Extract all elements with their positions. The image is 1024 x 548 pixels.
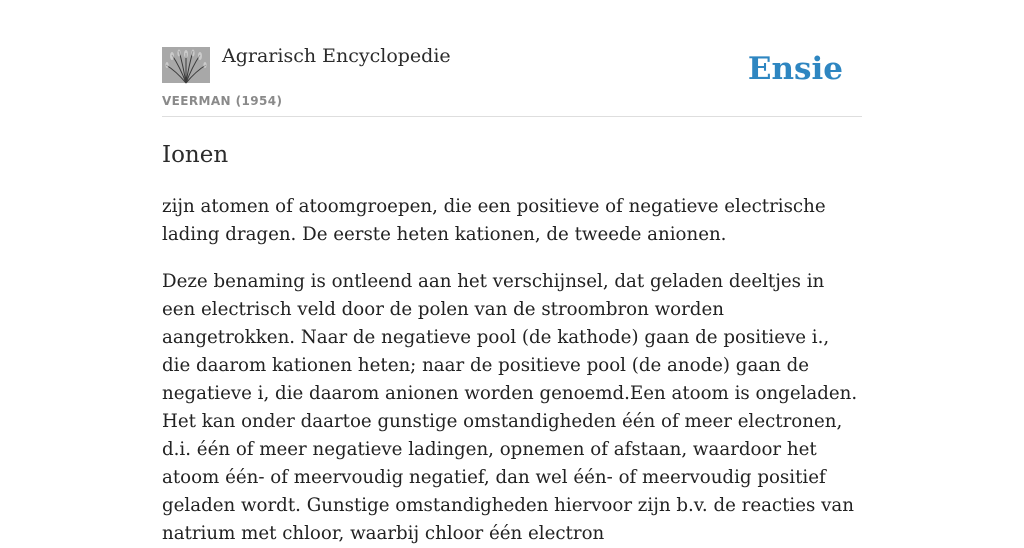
ensie-brand-link[interactable]: Ensie — [747, 51, 843, 87]
source-header — [162, 0, 862, 117]
article-paragraph: zijn atomen of atoomgroepen, die een positieve of negatieve electrische lading dragen. De eerste heten kationen, de tweede anionen. — [162, 196, 826, 245]
article-paragraph: Deze benaming is ontleend aan het verschijnsel, dat geladen deeltjes in een electrisch veld door de polen van de stroombron worden aangetrokken. Naar de negatieve pool (de kathode) gaan de positieve i., die daarom kationen heten; naar de positieve pool (de anode) gaan de negatieve i, die daarom anionen worden genoemd.Een atoom is ongeladen. Het kan onder daartoe gunstige omstandigheden één of meer electronen, d.i. één of meer negatieve ladingen, opnemen of afstaan, waardoor het atoom één- of meervoudig negatief, dan wel één- of meervoudig positief geladen wordt. Gunstige omstandigheden hiervoor zijn b.v. de reacties van natrium met chloor, waarbij chloor één electron — [162, 271, 858, 544]
article — [162, 116, 862, 548]
source-author: VEERMAN (1954) — [162, 94, 283, 108]
source-title[interactable]: Agrarisch Encyclopedie — [222, 45, 451, 67]
article-title: Ionen — [162, 142, 229, 168]
wheat-engraving-logo-icon — [162, 47, 210, 83]
